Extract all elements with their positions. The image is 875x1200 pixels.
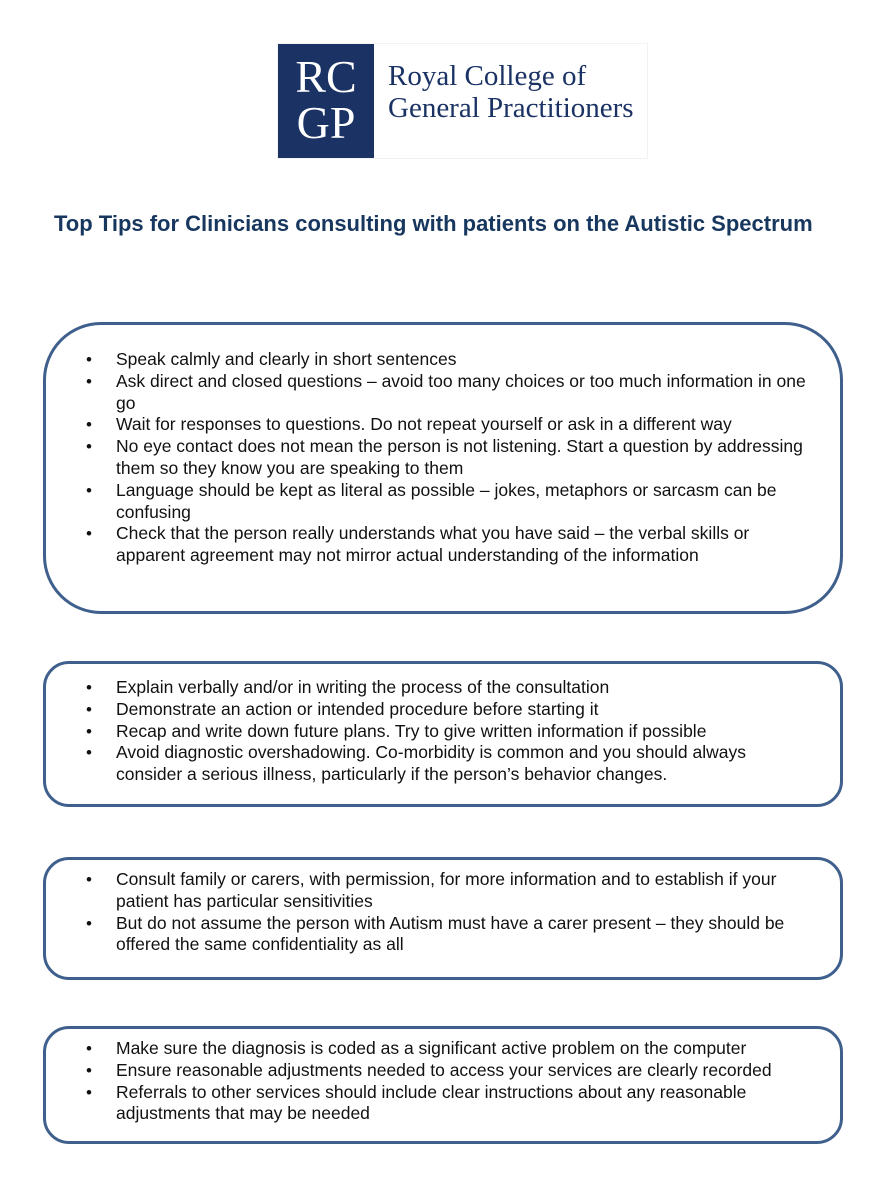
- list-item: [46, 1082, 840, 1126]
- list-item-text: Speak calmly and clearly in short sentences: [116, 349, 457, 369]
- monogram-line-1: RC: [295, 51, 357, 102]
- monogram-line-2: GP: [296, 97, 356, 148]
- list-item: [46, 436, 840, 480]
- list-item-text: But do not assume the person with Autism must have a carer present – they should be offered the same confidentiality as all: [116, 912, 785, 955]
- tips-box-consultation: [43, 661, 843, 807]
- list-item: [46, 913, 840, 957]
- bullet-icon: •: [86, 480, 92, 500]
- tips-list: [46, 677, 840, 786]
- bullet-icon: •: [86, 870, 92, 889]
- list-item-text: Referrals to other services should include clear instructions about any reasonable adjustments that may be needed: [116, 1081, 747, 1124]
- tips-box-communication: [43, 322, 843, 614]
- bullet-icon: •: [86, 437, 92, 457]
- organisation-name-line-1: Royal College of: [388, 60, 587, 92]
- bullet-icon: •: [86, 913, 92, 933]
- list-item-text: Explain verbally and/or in writing the process of the consultation: [116, 677, 610, 697]
- bullet-icon: •: [86, 1060, 92, 1080]
- tips-box-carers: [43, 857, 843, 980]
- list-item: [46, 742, 840, 786]
- organisation-name: [388, 60, 634, 124]
- list-item: [46, 699, 840, 721]
- bullet-icon: •: [86, 699, 92, 719]
- bullet-icon: •: [86, 1082, 92, 1102]
- bullet-icon: •: [86, 350, 92, 369]
- list-item-text: Wait for responses to questions. Do not repeat yourself or ask in a different way: [116, 414, 732, 435]
- tips-list: [46, 1038, 840, 1125]
- list-item-text: Ensure reasonable adjustments needed to access your services are clearly recorded: [116, 1059, 772, 1080]
- list-item: [46, 869, 840, 913]
- page-title: Top Tips for Clinicians consulting with patients on the Autistic Spectrum: [54, 211, 813, 236]
- list-item-text: Language should be kept as literal as possible – jokes, metaphors or sarcasm can be confusing: [116, 479, 777, 522]
- bullet-icon: •: [86, 1039, 92, 1058]
- list-item: [46, 349, 840, 371]
- list-item-text: Make sure the diagnosis is coded as a significant active problem on the computer: [116, 1038, 747, 1058]
- bullet-icon: •: [86, 371, 92, 391]
- list-item-text: Consult family or carers, with permission, for more information and to establish if your patient has particular sensitivities: [116, 869, 777, 911]
- list-item: [46, 523, 840, 567]
- tips-box-records: [43, 1026, 843, 1144]
- list-item-text: Recap and write down future plans. Try to give written information if possible: [116, 720, 707, 741]
- organisation-name-line-2: General Practitioners: [388, 92, 634, 124]
- list-item-text: Avoid diagnostic overshadowing. Co-morbidity is common and you should always consider a serious illness, particularly if the person’s behavior changes.: [116, 742, 746, 785]
- tips-list: [46, 349, 840, 567]
- list-item: [46, 371, 840, 415]
- bullet-icon: •: [86, 721, 92, 741]
- list-item: [46, 1060, 840, 1082]
- bullet-icon: •: [86, 524, 92, 544]
- list-item: [46, 677, 840, 699]
- list-item-text: Demonstrate an action or intended procedure before starting it: [116, 698, 599, 719]
- list-item-text: Ask direct and closed questions – avoid too many choices or too much information in one go: [116, 370, 806, 413]
- rcgp-logo: [278, 44, 647, 158]
- list-item: [46, 721, 840, 743]
- list-item: [46, 480, 840, 524]
- bullet-icon: •: [86, 415, 92, 435]
- tips-list: [46, 869, 840, 956]
- list-item: [46, 1038, 840, 1060]
- bullet-icon: •: [86, 678, 92, 697]
- bullet-icon: •: [86, 743, 92, 763]
- list-item-text: No eye contact does not mean the person is not listening. Start a question by addressing them so they know you are speaking to them: [116, 436, 803, 478]
- list-item: [46, 414, 840, 436]
- list-item-text: Check that the person really understands what you have said – the verbal skills or apparent agreement may not mirror actual understanding of the information: [116, 523, 750, 566]
- rcgp-monogram: [278, 44, 374, 158]
